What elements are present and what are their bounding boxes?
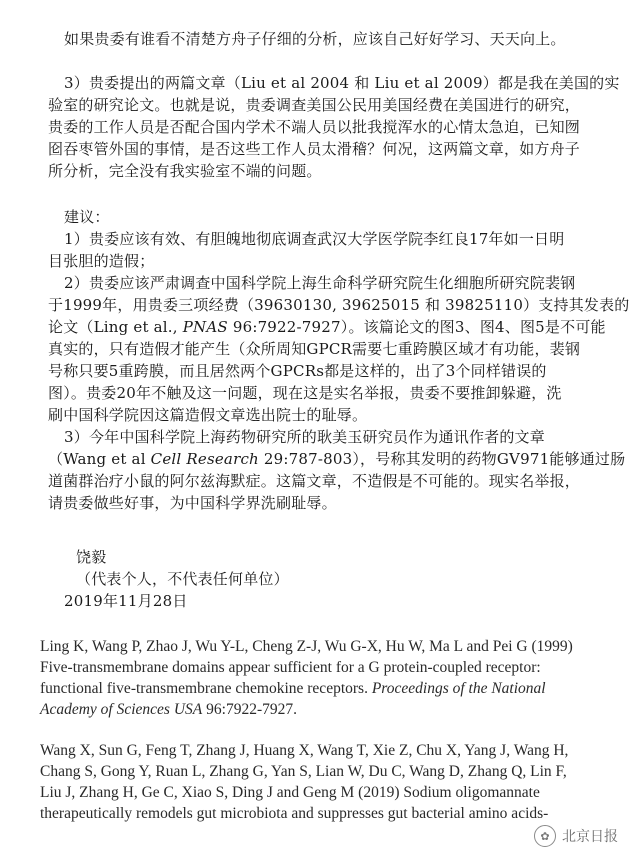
text-line: 3）今年中国科学院上海药物研究所的耿美玉研究员作为通讯作者的文章 xyxy=(64,428,545,446)
text-line xyxy=(48,448,626,470)
reference-line xyxy=(40,678,610,699)
reference-line: therapeutically remodels gut microbiota and suppresses gut bacterial amino acids- xyxy=(40,805,549,822)
signature-block xyxy=(48,546,618,612)
reference-line: Liu J, Zhang H, Ge C, Xiao S, Ding J and Geng M (2019) Sodium oligomannate xyxy=(40,784,540,801)
text-line: 3）贵委提出的两篇文章（Liu et al 2004 和 Liu et al 2009）都是我在美国的实 xyxy=(64,74,620,92)
text-span: 96:7922-7927. xyxy=(202,701,297,718)
text-line: 道菌群治疗小鼠的阿尔兹海默症。这篇文章，不造假是不可能的。现实名举报， xyxy=(48,472,581,490)
point-3-paragraph xyxy=(48,72,618,182)
journal-name: PNAS xyxy=(182,318,228,336)
text-line: 2）贵委应该严肃调查中国科学院上海生命科学研究院生化细胞所研究院裴钢 xyxy=(64,274,576,292)
text-span: functional five-transmembrane chemokine receptors. xyxy=(40,680,372,697)
text-line: 刷中国科学院因这篇造假文章选出院士的耻辱。 xyxy=(48,406,368,424)
reference-line: Chang S, Gong Y, Ruan L, Zhang G, Yan S, Lian W, Du C, Wang D, Zhang Q, Lin F, xyxy=(40,763,567,780)
text-line: 贵委的工作人员是否配合国内学术不端人员以批我搅浑水的心情太急迫，已知囫 xyxy=(48,118,581,136)
text-line: 真实的，只有造假才能产生（众所周知GPCR需要七重跨膜区域才有功能，裴钢 xyxy=(48,340,581,358)
signature-note: （代表个人，不代表任何单位） xyxy=(76,570,289,588)
text-line: 请贵委做些好事，为中国科学界洗刷耻辱。 xyxy=(48,494,337,512)
watermark-text: 北京日报 xyxy=(562,829,618,845)
suggestions-section xyxy=(48,206,630,514)
reference-1 xyxy=(40,636,610,720)
signature-name: 饶毅 xyxy=(76,548,107,566)
reference-2 xyxy=(40,740,610,824)
reference-line: Five-transmembrane domains appear sufficient for a G protein-coupled receptor: xyxy=(40,659,541,676)
text-span: 96:7922-7927）。该篇论文的图3、图4、图5是不可能 xyxy=(227,318,606,336)
text-line: 1）贵委应该有效、有胆魄地彻底调查武汉大学医学院李红良17年如一日明 xyxy=(64,230,565,248)
reference-line: Ling K, Wang P, Zhao J, Wu Y-L, Cheng Z-J, Wu G-X, Hu W, Ma L and Pei G (1999) xyxy=(40,638,573,655)
journal-name: Proceedings of the National xyxy=(371,680,546,697)
wechat-share-icon: ✿ xyxy=(534,825,556,847)
text-line: 囵吞枣管外国的事情，是否这些工作人员太滑稽？何况，这两篇文章，如方舟子 xyxy=(48,140,581,158)
text-span: 29:787-803），号称其发明的药物GV971能够通过肠 xyxy=(258,450,626,468)
text-line: 于1999年，用贵委三项经费（39630130, 39625015 和 39825110）支持其发表的 xyxy=(48,296,630,314)
intro-paragraph xyxy=(48,28,618,50)
text-line xyxy=(48,316,618,338)
text-line: 所分析，完全没有我实验室不端的问题。 xyxy=(48,162,322,180)
section-title: 建议： xyxy=(64,208,110,226)
text-span: 论文（Ling et al., xyxy=(48,318,183,336)
text-line: 号称只要5重跨膜，而且居然两个GPCRs都是这样的，出了3个同样错误的 xyxy=(48,362,547,380)
intro-line: 如果贵委有谁看不清楚方舟子仔细的分析，应该自己好好学习、天天向上。 xyxy=(64,30,566,48)
text-line: 目张胆的造假； xyxy=(48,252,155,270)
journal-name: Cell Research xyxy=(150,450,259,468)
source-watermark xyxy=(534,825,618,847)
text-span: （Wang et al xyxy=(48,450,151,468)
reference-line: Wang X, Sun G, Feng T, Zhang J, Huang X, Wang T, Xie Z, Chu X, Yang J, Wang H, xyxy=(40,742,569,759)
reference-line xyxy=(40,699,610,720)
text-line: 图）。贵委20年不触及这一问题，现在这是实名举报，贵委不要推卸躲避，洗 xyxy=(48,384,562,402)
signature-date: 2019年11月28日 xyxy=(64,592,188,610)
journal-name: Academy of Sciences USA xyxy=(40,701,203,718)
text-line: 验室的研究论文。也就是说，贵委调查美国公民用美国经费在美国进行的研究， xyxy=(48,96,581,114)
